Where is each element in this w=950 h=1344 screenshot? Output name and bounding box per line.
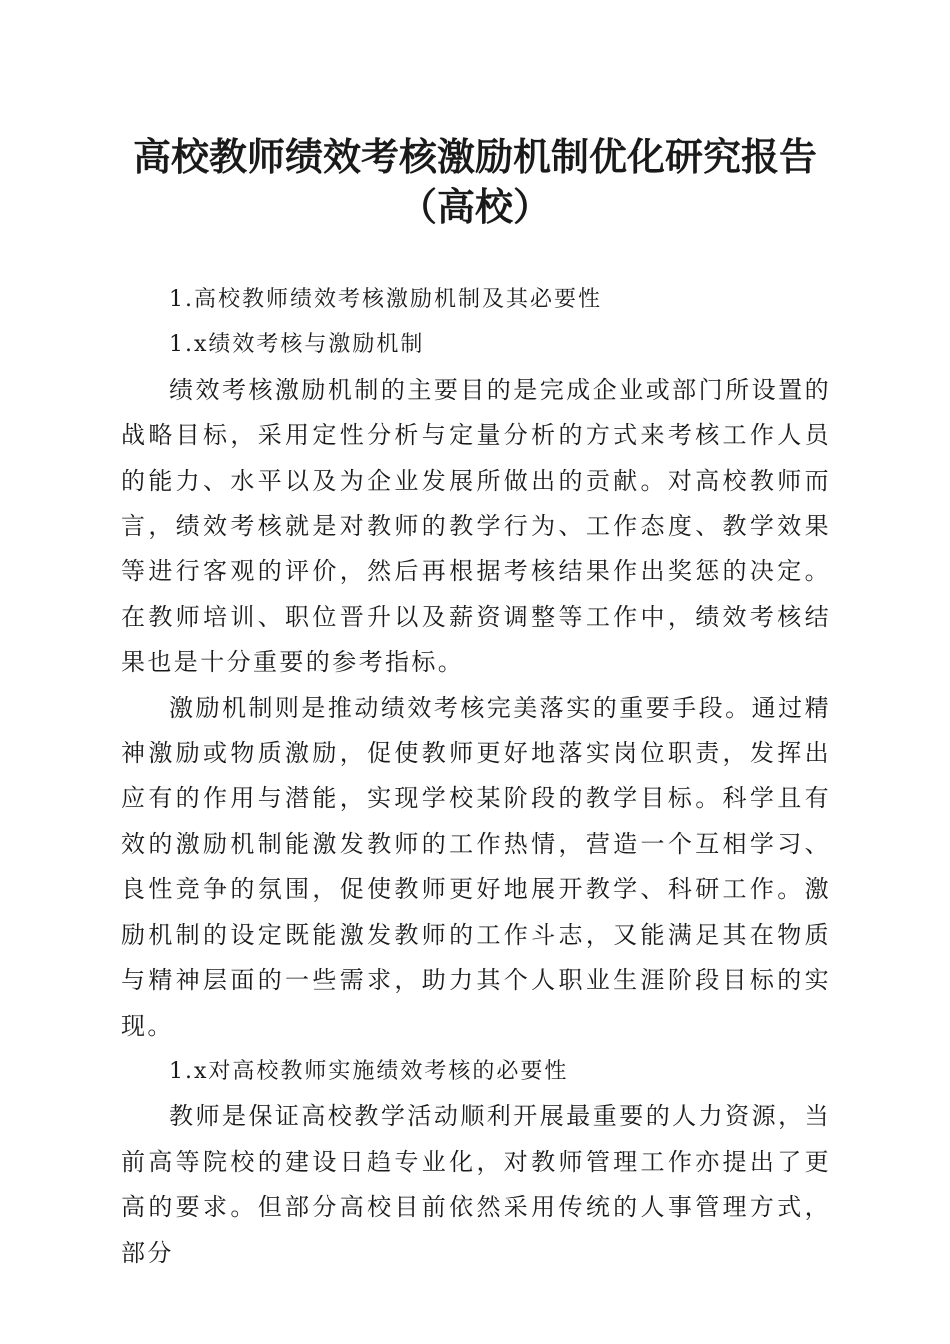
body-paragraph: 激励机制则是推动绩效考核完美落实的重要手段。通过精神激励或物质激励，促使教师更好地落实岗位职责，发挥出应有的作用与潜能，实现学校某阶段的教学目标。科学且有效的激励机制能激发教师的工作热情，营造一个互相学习、良性竞争的氛围，促使教师更好地展开教学、科研工作。激励机制的设定既能激发教师的工作斗志，又能满足其在物质与精神层面的一些需求，助力其个人职业生涯阶段目标的实现。 (121, 693, 831, 1040)
document-body (121, 277, 831, 1276)
document-title: 高校教师绩效考核激励机制优化研究报告（高校） (132, 134, 817, 229)
body-paragraph: 绩效考核激励机制的主要目的是完成企业或部门所设置的战略目标，采用定性分析与定量分析的方式来考核工作人员的能力、水平以及为企业发展所做出的贡献。对高校教师而言，绩效考核就是对教师的教学行为、工作态度、教学效果等进行客观的评价，然后再根据考核结果作出奖惩的决定。在教师培训、职位晋升以及薪资调整等工作中，绩效考核结果也是十分重要的参考指标。 (121, 375, 831, 677)
subsection-heading: 1.x绩效考核与激励机制 (169, 332, 425, 358)
subsection-heading: 1.x对高校教师实施绩效考核的必要性 (169, 1058, 569, 1084)
section-heading: 1.高校教师绩效考核激励机制及其必要性 (169, 287, 602, 312)
body-paragraph: 教师是保证高校教学活动顺利开展最重要的人力资源，当前高等院校的建设日趋专业化，对教师管理工作亦提出了更高的要求。但部分高校目前依然采用传统的人事管理方式，部分 (121, 1102, 831, 1267)
